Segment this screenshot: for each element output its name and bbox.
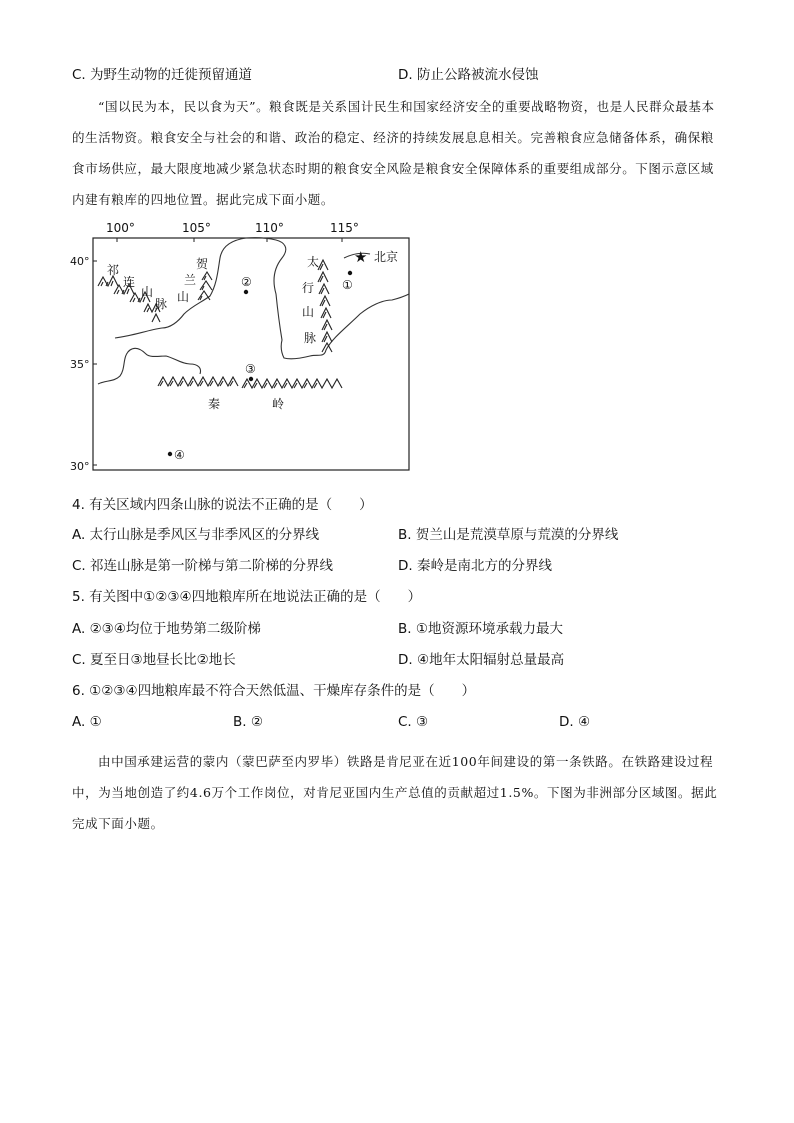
- lon-label-110: 110°: [255, 221, 284, 235]
- qilian-char-3: 山: [141, 285, 154, 299]
- passage-grain-security: [72, 91, 722, 215]
- map-frame: [93, 238, 409, 470]
- question-4-option-c: C. 祁连山脉是第一阶梯与第二阶梯的分界线: [72, 558, 334, 574]
- taihang-char-1: 太: [307, 255, 320, 269]
- question-5-stem: 5. 有关图中①②③④四地粮库所在地说法正确的是（ ）: [72, 589, 422, 605]
- question-4-option-d: D. 秦岭是南北方的分界线: [398, 558, 552, 574]
- taihang-char-2: 行: [302, 281, 315, 295]
- question-4-option-a: A. 太行山脉是季风区与非季风区的分界线: [72, 527, 320, 543]
- question-6-option-d: D. ④: [559, 714, 591, 730]
- passage-grain-text: “国以民为本，民以食为天”。粮食既是关系国计民生和国家经济安全的重要战略物资，也是人民群众最基本的生活物资。粮食安全与社会的和谐、政治的稳定、经济的持续发展息息相关。完善粮食应急储备体系，确保粮食市场供应，最大限度地减少紧急状态时期的粮食安全风险是粮食安全保障体系的重要组成部分。下图示意区域内建有粮库的四地位置。据此完成下面小题。: [72, 99, 715, 207]
- taihang-char-4: 脉: [304, 331, 317, 345]
- option-c-prev: C. 为野生动物的迁徙预留通道: [72, 67, 253, 83]
- question-6-option-a: A. ①: [72, 714, 102, 730]
- qilian-char-4: 脉: [155, 297, 168, 311]
- question-6-option-c: C. ③: [398, 714, 429, 730]
- lat-label-35: 35°: [70, 358, 90, 371]
- question-6-stem: 6. ①②③④四地粮库最不符合天然低温、干燥库存条件的是（ ）: [72, 683, 476, 699]
- site-1-dot: [348, 271, 352, 275]
- site-4-label: ④: [174, 448, 185, 462]
- lon-label-100: 100°: [106, 221, 135, 235]
- question-5-option-c: C. 夏至日③地昼长比②地长: [72, 652, 236, 668]
- question-4-stem: 4. 有关区域内四条山脉的说法不正确的是（ ）: [72, 497, 373, 513]
- yellow-river-source: [98, 348, 201, 384]
- lat-label-40: 40°: [70, 255, 90, 268]
- qilian-char-2: 连: [123, 275, 136, 289]
- qinling-char-2: 岭: [272, 397, 285, 411]
- helan-char-1: 贺: [196, 257, 209, 271]
- qilian-char-1: 祁: [107, 263, 120, 277]
- question-5-option-a: A. ②③④均位于地势第二级阶梯: [72, 621, 261, 637]
- option-d-prev: D. 防止公路被流水侵蚀: [398, 67, 539, 83]
- question-6-option-b: B. ②: [233, 714, 263, 730]
- question-5-option-d: D. ④地年太阳辐射总量最高: [398, 652, 565, 668]
- beijing-label: 北京: [374, 250, 399, 264]
- beijing-star-icon: ★: [354, 248, 368, 266]
- helan-char-2: 兰: [184, 273, 197, 287]
- site-3-label: ③: [245, 362, 256, 376]
- taihang-char-3: 山: [302, 305, 315, 319]
- qinling-char-1: 秦: [208, 397, 221, 411]
- china-region-map: [70, 218, 415, 478]
- taihang-mountain-icons: [318, 260, 332, 352]
- lat-label-30: 30°: [70, 460, 90, 473]
- helan-char-3: 山: [177, 290, 190, 304]
- passage-mombasa-railway: [72, 746, 722, 839]
- lon-label-105: 105°: [182, 221, 211, 235]
- site-3-dot: [249, 377, 253, 381]
- passage-railway-text: 由中国承建运营的蒙内（蒙巴萨至内罗毕）铁路是肯尼亚在近100年间建设的第一条铁路。在铁路建设过程中，为当地创造了约4.6万个工作岗位，对肯尼亚国内生产总值的贡献超过1.5%。下图为非洲部分区域图。据此完成下面小题。: [72, 754, 718, 831]
- site-2-label: ②: [241, 275, 252, 289]
- site-2-dot: [244, 290, 248, 294]
- question-5-option-b: B. ①地资源环境承载力最大: [398, 621, 563, 637]
- site-4-dot: [168, 452, 172, 456]
- site-1-label: ①: [342, 278, 353, 292]
- question-4-option-b: B. 贺兰山是荒漠草原与荒漠的分界线: [398, 527, 619, 543]
- lon-label-115: 115°: [330, 221, 359, 235]
